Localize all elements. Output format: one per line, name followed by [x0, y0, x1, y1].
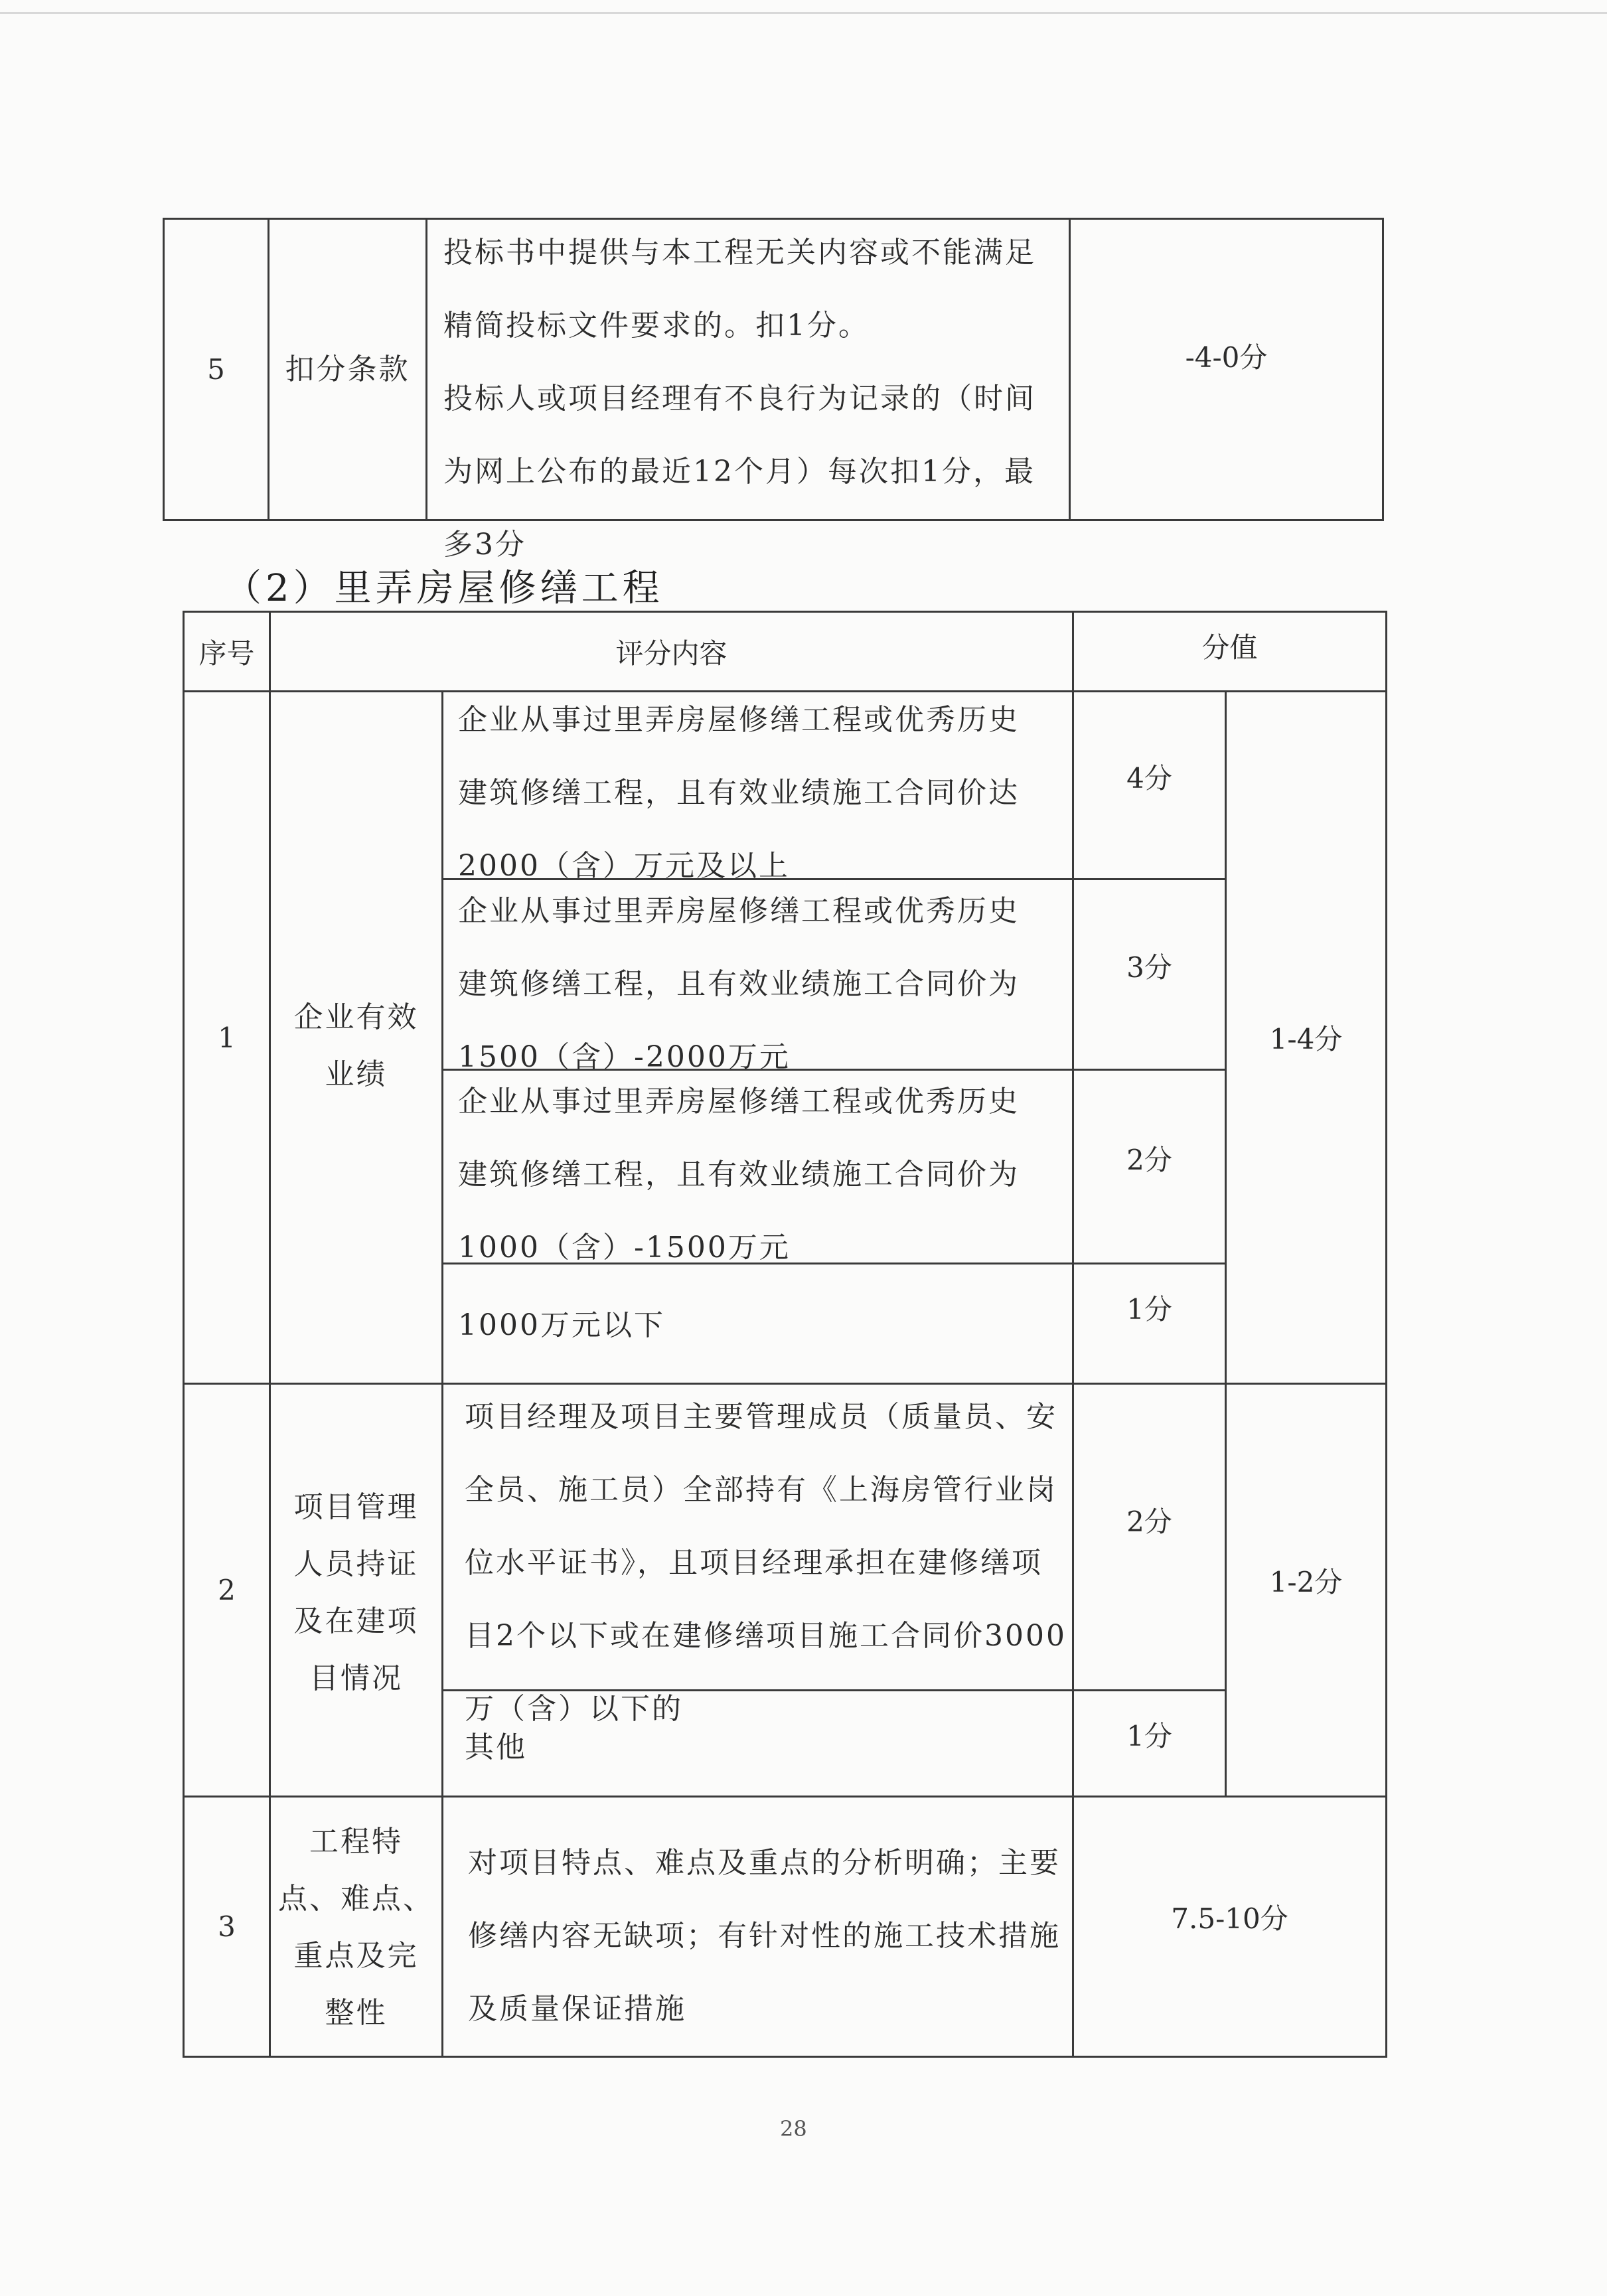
content-line: 2000（含）万元及以上 — [458, 849, 790, 883]
row1-range: 1-4分 — [1269, 1023, 1343, 1055]
content-line: 全员、施工员）全部持有《上海房管行业岗 — [465, 1473, 1057, 1507]
content-line: 1500（含）-2000万元 — [458, 1040, 791, 1074]
row2-tier2-score: 1分 — [1126, 1720, 1172, 1752]
scan-edge — [0, 12, 1607, 14]
header-number: 序号 — [198, 637, 255, 670]
content-line: 其他 — [465, 1730, 527, 1764]
row2-tier1-content — [465, 1381, 1069, 1746]
top-row-number: 5 — [207, 353, 225, 386]
row1-tier1-score: 4分 — [1126, 762, 1172, 795]
item-line: 业绩 — [325, 1057, 388, 1091]
content-line: 项目经理及项目主要管理成员（质量员、安 — [465, 1400, 1057, 1434]
content-line: 位水平证书》，且项目经理承担在建修缮项 — [465, 1546, 1043, 1580]
row2-tier2-content — [465, 1711, 1069, 1784]
top-row-content — [443, 216, 1061, 581]
content-line: 1000万元以下 — [458, 1308, 665, 1342]
content-line: 1000（含）-1500万元 — [458, 1231, 791, 1264]
item-line: 人员持证 — [293, 1547, 419, 1581]
row1-tier2-content — [458, 875, 1069, 1094]
content-line: 为网上公布的最近12个月）每次扣1分，最 — [443, 455, 1035, 489]
row1-tier2-score: 3分 — [1126, 951, 1172, 984]
row1-tier4-content — [458, 1289, 1069, 1362]
row1-tier4-score: 1分 — [1126, 1293, 1172, 1326]
row2-tier1-score: 2分 — [1126, 1505, 1172, 1538]
content-line: 目2个以下或在建修缮项目施工合同价3000 — [465, 1619, 1067, 1653]
content-line: 投标人或项目经理有不良行为记录的（时间 — [443, 382, 1036, 416]
content-line: 建筑修缮工程，且有效业绩施工合同价达 — [458, 776, 1020, 810]
row2-number: 2 — [218, 1574, 236, 1606]
item-line: 企业有效 — [293, 1000, 419, 1034]
item-line: 目情况 — [309, 1661, 403, 1695]
content-line: 企业从事过里弄房屋修缮工程或优秀历史 — [458, 1085, 1020, 1118]
row3-item — [271, 1813, 441, 2042]
content-line: 多3分 — [443, 528, 526, 562]
content-line: 投标书中提供与本工程无关内容或不能满足 — [443, 236, 1036, 269]
content-line: 建筑修缮工程，且有效业绩施工合同价为 — [458, 967, 1020, 1001]
row1-number: 1 — [218, 1021, 236, 1054]
content-line: 修缮内容无缺项；有针对性的施工技术措施 — [468, 1919, 1061, 1953]
row2-range: 1-2分 — [1269, 1566, 1343, 1598]
row2-item — [271, 1479, 441, 1707]
section-heading: （2）里弄房屋修缮工程 — [224, 567, 664, 610]
item-line: 及在建项 — [293, 1604, 419, 1638]
item-line: 点、难点、 — [278, 1882, 434, 1916]
content-line: 对项目特点、难点及重点的分析明确；主要 — [468, 1846, 1061, 1880]
content-line: 万（含）以下的 — [465, 1692, 683, 1726]
page-number: 28 — [780, 2116, 807, 2141]
item-line: 重点及完 — [293, 1939, 419, 1973]
content-line: 精简投标文件要求的。扣1分。 — [443, 309, 870, 343]
item-line: 工程特 — [309, 1825, 403, 1859]
row1-item — [271, 989, 441, 1103]
top-row-item: 扣分条款 — [285, 352, 410, 386]
content-line: 企业从事过里弄房屋修缮工程或优秀历史 — [458, 894, 1020, 928]
row3-content — [468, 1827, 1069, 2046]
header-value: 分值 — [1201, 631, 1258, 664]
row3-value: 7.5-10分 — [1171, 1902, 1288, 1935]
content-line: 及质量保证措施 — [468, 1992, 686, 2026]
row3-number: 3 — [218, 1910, 236, 1943]
content-line: 建筑修缮工程，且有效业绩施工合同价为 — [458, 1158, 1020, 1191]
top-row-value: -4-0分 — [1185, 341, 1268, 374]
header-content: 评分内容 — [615, 637, 727, 670]
row1-tier1-content — [458, 684, 1069, 903]
item-line: 整性 — [325, 1996, 388, 2030]
row1-tier3-content — [458, 1065, 1069, 1284]
row1-tier3-score: 2分 — [1126, 1144, 1172, 1176]
content-line: 企业从事过里弄房屋修缮工程或优秀历史 — [458, 703, 1020, 737]
item-line: 项目管理 — [293, 1490, 419, 1524]
